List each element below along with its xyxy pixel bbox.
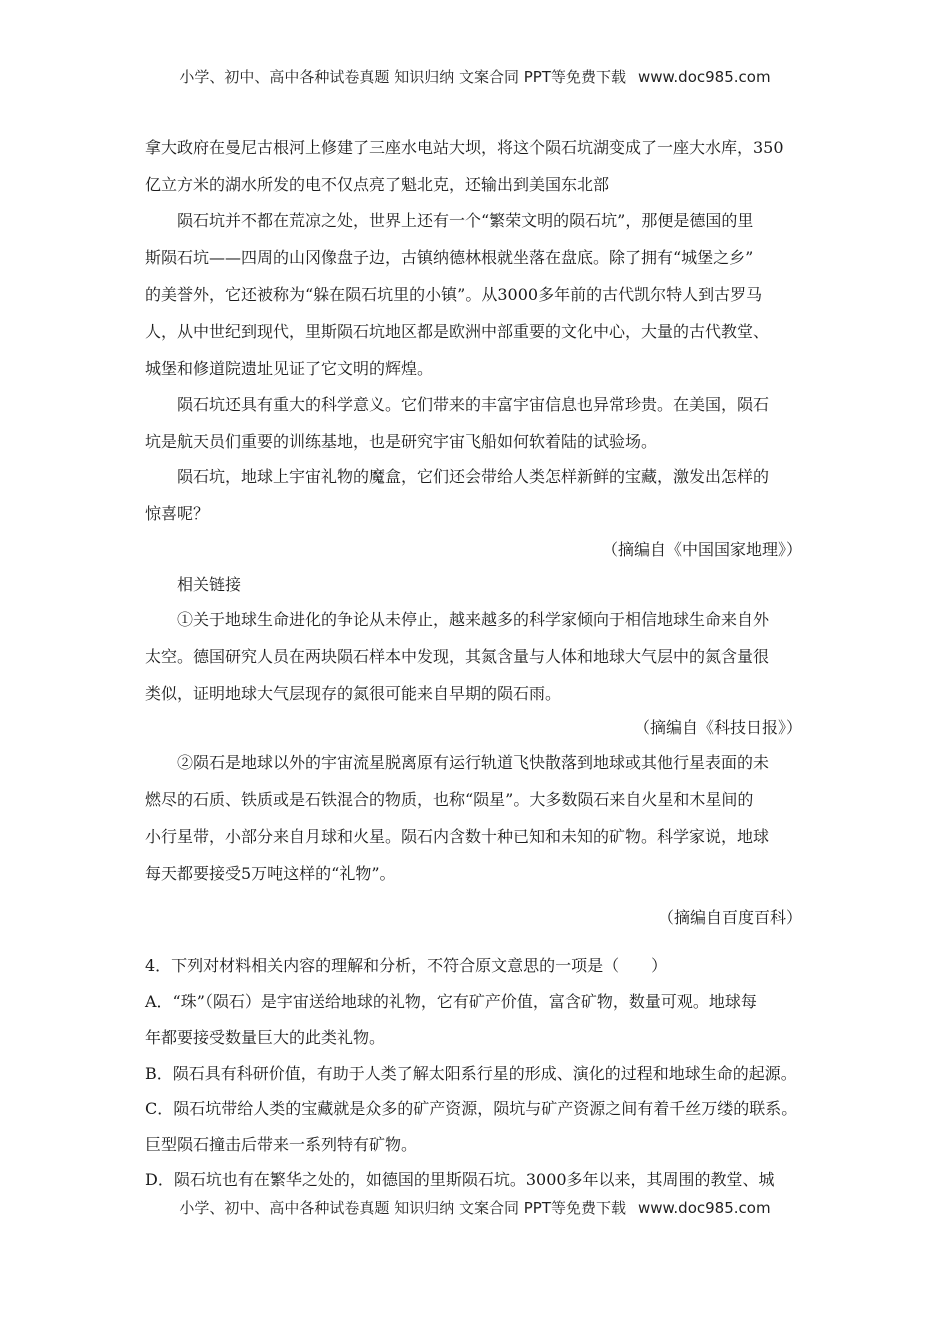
article-line: 亿立方米的湖水所发的电不仅点亮了魁北克，还输出到美国东北部 xyxy=(145,175,610,194)
article-line: 陨石坑并不都在荒凉之处，世界上还有一个“繁荣文明的陨石坑”，那便是德国的里 xyxy=(177,211,754,230)
option-d-line: D．陨石坑也有在繁华之处的，如德国的里斯陨石坑。3000多年以来，其周围的教堂、城 xyxy=(145,1170,775,1189)
option-a-line: 年都要接受数量巨大的此类礼物。 xyxy=(145,1028,386,1047)
footer-text: 小学、初中、高中各种试卷真题 知识归纳 文案合同 PPT等免费下载 xyxy=(179,1199,626,1217)
question-stem: 4．下列对材料相关内容的理解和分析，不符合原文意思的一项是（ ） xyxy=(145,956,668,975)
article-line: 人，从中世纪到现代，里斯陨石坑地区都是欧洲中部重要的文化中心，大量的古代教堂、 xyxy=(145,322,770,341)
link1-line: 太空。德国研究人员在两块陨石样本中发现，其氮含量与人体和地球大气层中的氮含量很 xyxy=(145,647,770,666)
article-line: 坑是航天员们重要的训练基地，也是研究宇宙飞船如何软着陆的试验场。 xyxy=(145,432,658,451)
article-line: 陨石坑还具有重大的科学意义。它们带来的丰富宇宙信息也异常珍贵。在美国，陨石 xyxy=(177,395,770,414)
page-header xyxy=(0,66,950,87)
links-title: 相关链接 xyxy=(177,575,242,594)
option-a-line: A．“珠”（陨石）是宇宙送给地球的礼物，它有矿产价值，富含矿物，数量可观。地球每 xyxy=(145,992,757,1011)
article-line: 陨石坑，地球上宇宙礼物的魔盒，它们还会带给人类怎样新鲜的宝藏，激发出怎样的 xyxy=(177,467,770,486)
link2-line: 每天都要接受5万吨这样的“礼物”。 xyxy=(145,864,396,883)
header-text: 小学、初中、高中各种试卷真题 知识归纳 文案合同 PPT等免费下载 xyxy=(179,68,626,86)
link2-line: 燃尽的石质、铁质或是石铁混合的物质，也称“陨星”。大多数陨石来自火星和木星间的 xyxy=(145,790,754,809)
link1-source: （摘编自《科技日报》） xyxy=(633,718,802,737)
option-c-line: C．陨石坑带给人类的宝藏就是众多的矿产资源，陨坑与矿产资源之间有着千丝万缕的联系。 xyxy=(145,1099,798,1118)
link1-line: 类似，证明地球大气层现存的氮很可能来自早期的陨石雨。 xyxy=(145,684,562,703)
option-c-line: 巨型陨石撞击后带来一系列特有矿物。 xyxy=(145,1135,418,1154)
link2-source: （摘编自百度百科） xyxy=(657,908,802,927)
option-b: B．陨石具有科研价值，有助于人类了解太阳系行星的形成、演化的过程和地球生命的起源。 xyxy=(145,1064,797,1083)
article-line: 惊喜呢？ xyxy=(145,504,210,523)
page-footer xyxy=(0,1197,950,1218)
article-line: 拿大政府在曼尼古根河上修建了三座水电站大坝，将这个陨石坑湖变成了一座大水库，350 xyxy=(145,138,784,157)
footer-site[interactable]: www.doc985.com xyxy=(637,1199,771,1217)
article-line: 的美誉外，它还被称为“躲在陨石坑里的小镇”。从3000多年前的古代凯尔特人到古罗马 xyxy=(145,285,763,304)
link1-line: ①关于地球生命进化的争论从未停止，越来越多的科学家倾向于相信地球生命来自外 xyxy=(177,610,770,629)
link2-line: 小行星带，小部分来自月球和火星。陨石内含数十种已知和未知的矿物。科学家说，地球 xyxy=(145,827,770,846)
article-line: 斯陨石坑——四周的山冈像盘子边，古镇纳德林根就坐落在盘底。除了拥有“城堡之乡” xyxy=(145,248,754,267)
article-source: （摘编自《中国国家地理》） xyxy=(601,540,802,559)
link2-line: ②陨石是地球以外的宇宙流星脱离原有运行轨道飞快散落到地球或其他行星表面的未 xyxy=(177,753,770,772)
header-site[interactable]: www.doc985.com xyxy=(637,68,771,86)
article-line: 城堡和修道院遗址见证了它文明的辉煌。 xyxy=(145,359,434,378)
